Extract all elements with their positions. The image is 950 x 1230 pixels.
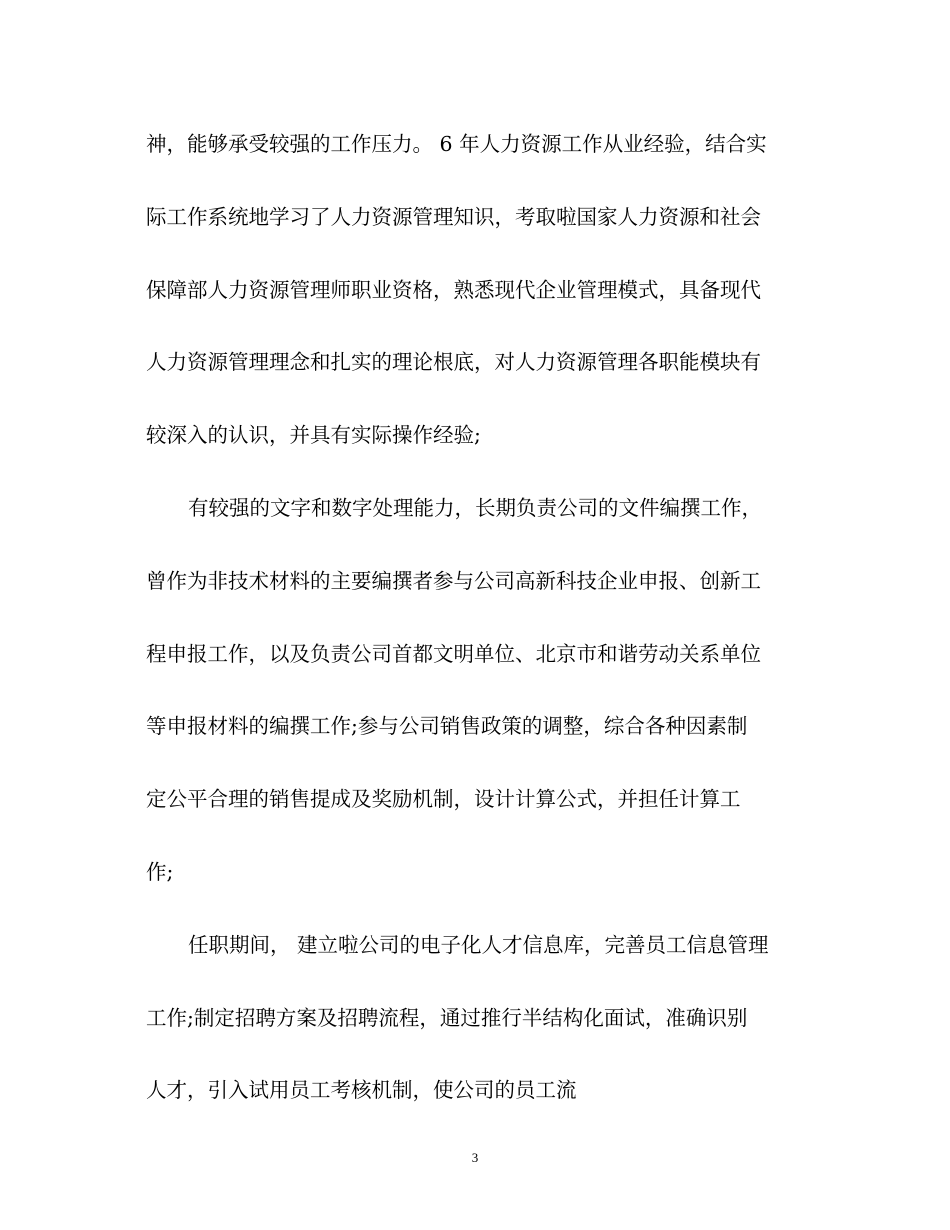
paragraph-first-line: 任职期间， 建立啦公司的电子化人才信息库，完善员工信息管理	[188, 932, 769, 957]
text-line: 际工作系统地学习了人力资源管理知识，考取啦国家人力资源和社会	[146, 204, 761, 229]
paragraph-first-line: 有较强的文字和数字处理能力，长期负责公司的文件编撰工作，	[188, 495, 762, 520]
text-line: 工作;制定招聘方案及招聘流程，通过推行半结构化面试，准确识别	[146, 1005, 748, 1030]
text-line: 保障部人力资源管理师职业资格，熟悉现代企业管理模式，具备现代	[146, 277, 761, 302]
text-line: 等申报材料的编撰工作;参与公司销售政策的调整，综合各种因素制	[146, 714, 748, 739]
text-line: 作;	[146, 859, 174, 884]
text-line: 定公平合理的销售提成及奖励机制，设计计算公式，并担任计算工	[146, 787, 741, 812]
text-line: 人力资源管理理念和扎实的理论根底，对人力资源管理各职能模块有	[146, 350, 761, 375]
page-number: 3	[471, 1150, 479, 1165]
text-line: 曾作为非技术材料的主要编撰者参与公司高新科技企业申报、创新工	[146, 568, 761, 593]
text-line: 程申报工作，以及负责公司首都文明单位、北京市和谐劳动关系单位	[146, 641, 761, 666]
text-line: 较深入的认识，并具有实际操作经验;	[146, 423, 481, 448]
body-text	[146, 124, 806, 1143]
text-line: 人才，引入试用员工考核机制，使公司的员工流	[146, 1078, 577, 1103]
text-line: 神，能够承受较强的工作压力。 6 年人力资源工作从业经验，结合实	[146, 132, 767, 156]
